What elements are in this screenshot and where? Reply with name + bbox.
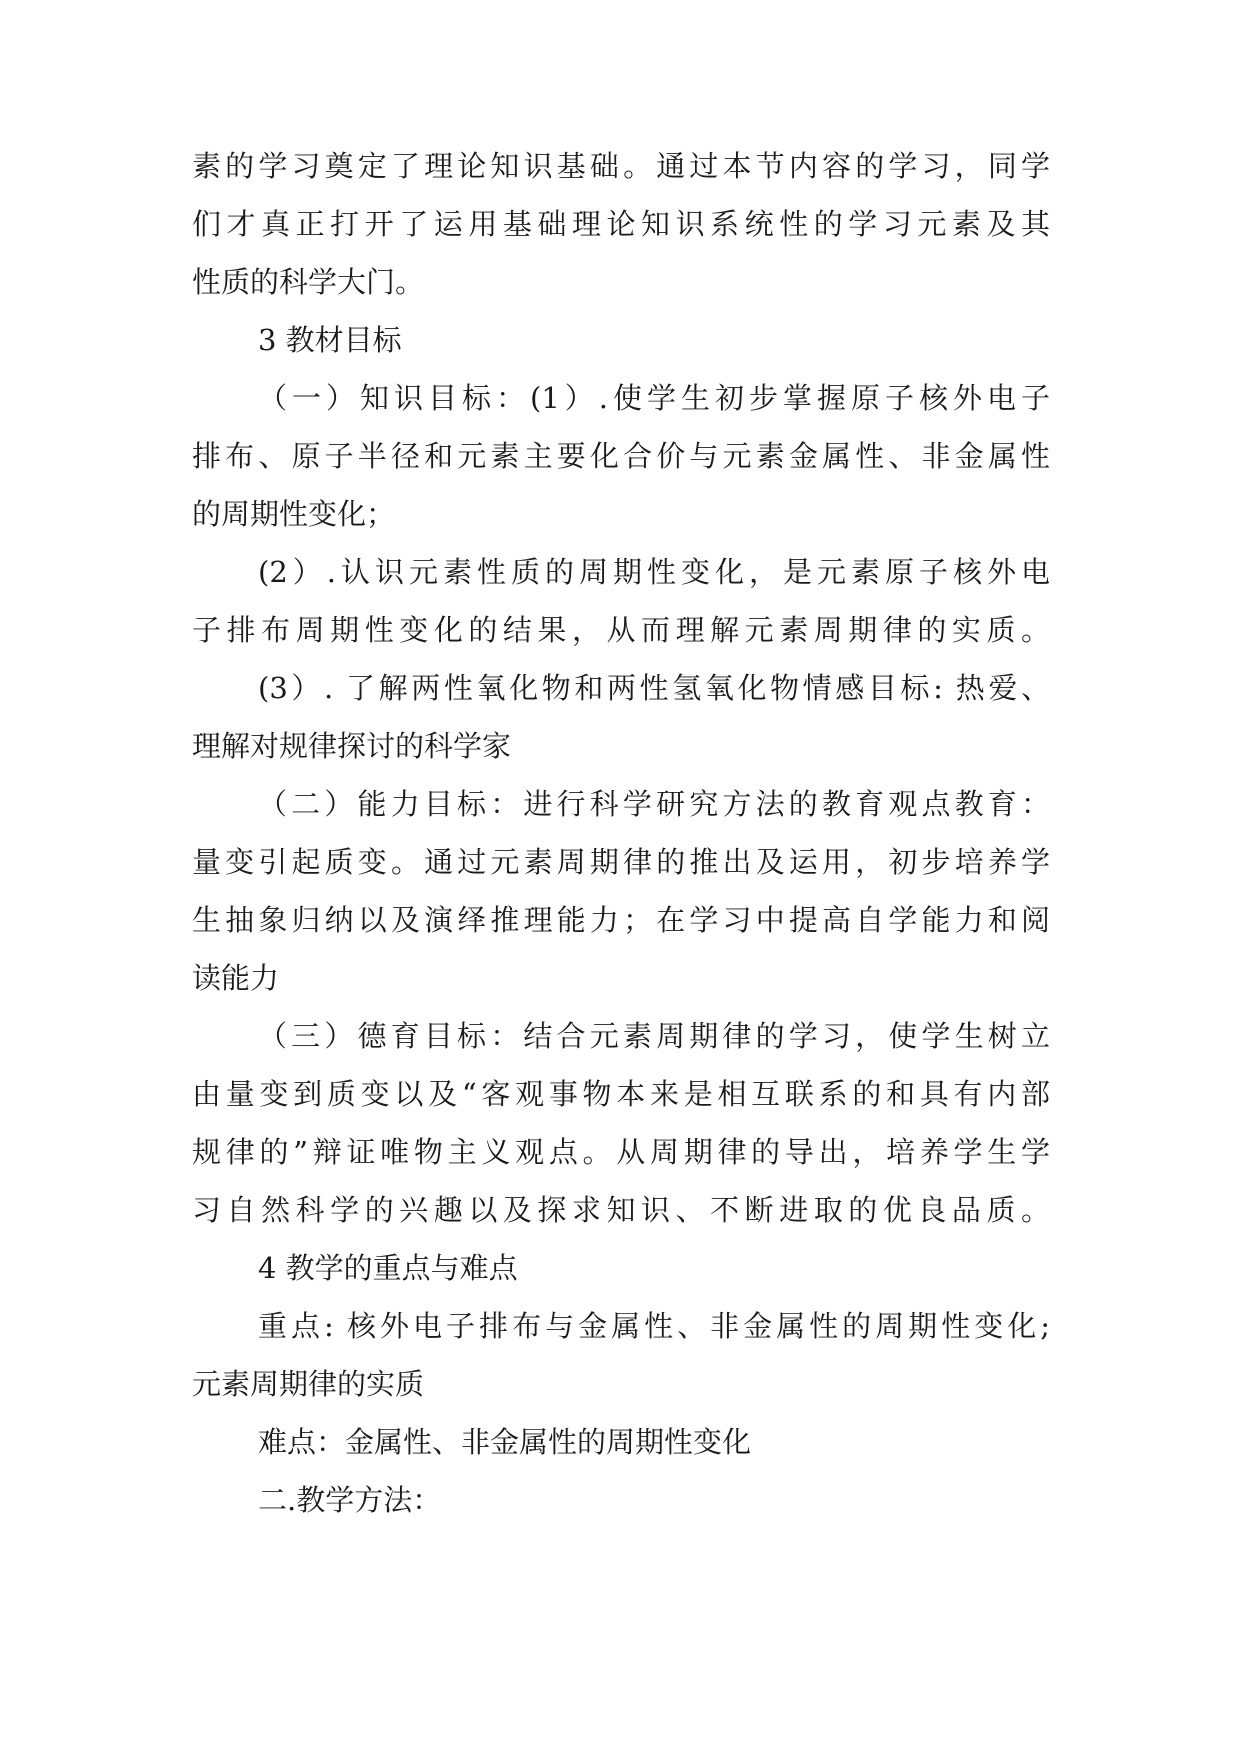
body-text-line: 素的学习奠定了理论知识基础。通过本节内容的学习，同学 bbox=[192, 149, 1050, 183]
body-text-line: 读能力 bbox=[192, 961, 280, 995]
body-text-line: 难点：金属性、非金属性的周期性变化 bbox=[258, 1425, 752, 1459]
body-text-line: 理解对规律探讨的科学家 bbox=[192, 729, 512, 763]
body-text-line: 由量变到质变以及“客观事物本来是相互联系的和具有内部 bbox=[192, 1077, 1050, 1111]
body-text-line: 的周期性变化； bbox=[192, 497, 396, 531]
body-text-line: 生抽象归纳以及演绎推理能力；在学习中提高自学能力和阅 bbox=[192, 903, 1050, 937]
body-text-line: 们才真正打开了运用基础理论知识系统性的学习元素及其 bbox=[192, 207, 1050, 241]
body-text-line: （三）德育目标：结合元素周期律的学习，使学生树立 bbox=[258, 1019, 1050, 1053]
body-text-line: 排布、原子半径和元素主要化合价与元素金属性、非金属性 bbox=[192, 439, 1050, 473]
body-text-line: 性质的科学大门。 bbox=[192, 265, 425, 299]
body-text-line: 习自然科学的兴趣以及探求知识、不断进取的优良品质。 bbox=[192, 1193, 1050, 1227]
section-heading: 4 教学的重点与难点 bbox=[258, 1251, 518, 1285]
body-text-line: (3）. 了解两性氧化物和两性氢氧化物情感目标: 热爱、 bbox=[258, 671, 1050, 705]
body-text-line: 规律的”辩证唯物主义观点。从周期律的导出，培养学生学 bbox=[192, 1135, 1050, 1169]
body-text-line: 量变引起质变。通过元素周期律的推出及运用，初步培养学 bbox=[192, 845, 1050, 879]
body-text-line: 子排布周期性变化的结果，从而理解元素周期律的实质。 bbox=[192, 613, 1050, 647]
body-text-line: (2）.认识元素性质的周期性变化，是元素原子核外电 bbox=[258, 555, 1050, 589]
body-text-line: （一）知识目标：(1）.使学生初步掌握原子核外电子 bbox=[258, 381, 1050, 415]
body-text-line: （二）能力目标：进行科学研究方法的教育观点教育： bbox=[258, 787, 1050, 821]
section-heading: 二.教学方法： bbox=[258, 1483, 442, 1517]
section-heading: 3 教材目标 bbox=[258, 323, 402, 357]
body-text-line: 重点: 核外电子排布与金属性、非金属性的周期性变化; bbox=[258, 1309, 1050, 1343]
body-text-line: 元素周期律的实质 bbox=[192, 1367, 425, 1401]
